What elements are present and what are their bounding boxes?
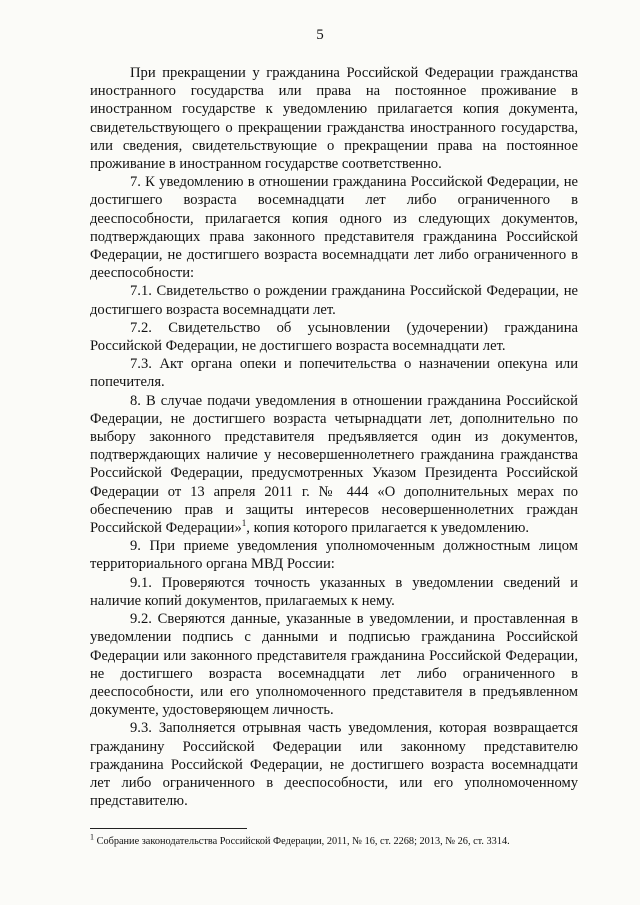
paragraph-7-2: 7.2. Свидетельство об усыновлении (удочерении) гражданина Российской Федерации, не достигшего возраста восемнадцати лет. <box>90 319 578 355</box>
paragraph-8-tail: , копия которого прилагается к уведомлению. <box>246 520 530 537</box>
paragraph-9-3: 9.3. Заполняется отрывная часть уведомления, которая возвращается гражданину Российской Федерации или законному представителю гражданина Российской Федерации, не достигшего возраста восемнадцати лет либо ограниченного в дееспособности, или его уполномоченному представителю. <box>90 720 578 810</box>
footnote-divider <box>90 828 247 829</box>
paragraph-7: 7. К уведомлению в отношении гражданина Российской Федерации, не достигшего возраста восемнадцати лет либо ограниченного в дееспособности, прилагается копия одного из следующих документов, подтверждающих права законного представителя гражданина Российской Федерации, не достигшего возраста восемнадцати лет либо ограниченного в дееспособности: <box>90 174 578 282</box>
paragraph-8-text: 8. В случае подачи уведомления в отношении гражданина Российской Федерации, не достигшего возраста четырнадцати лет, дополнительно по выбору законного представителя предъявляется один из документов, подтверждающих наличие у несовершеннолетнего гражданина гражданства Российской Федерации, предусмотренных Указом Президента Российской Федерации от 13 апреля 2011 г. № 444 «О дополнительных мерах по обеспечению прав и защиты интересов несовершеннолетних граждан Российской Федерации» <box>90 392 578 537</box>
paragraph-foreign-citizenship: При прекращении у гражданина Российской Федерации гражданства иностранного государства или права на постоянное проживание в иностранном государстве к уведомлению прилагается копия документа, свидетельствующего о прекращении гражданства иностранного государства, или сведения, свидетельствующие о прекращении права на постоянное проживание в иностранном государстве соответственно. <box>90 65 578 173</box>
footnote-reference: 1 <box>241 518 247 529</box>
footnote-mark: 1 <box>90 832 94 842</box>
paragraph-8 <box>90 392 578 538</box>
footnote-text: Собрание законодательства Российской Федерации, 2011, № 16, ст. 2268; 2013, № 26, ст. 3314. <box>94 836 510 847</box>
paragraph-9-2: 9.2. Сверяются данные, указанные в уведомлении, и проставленная в уведомлении подпись с данными и подписью гражданина Российской Федерации или законного представителя гражданина Российской Федерации, не достигшего возраста восемнадцати лет либо ограниченного в дееспособности, или его уполномоченного представителя в предъявленном документе, удостоверяющем личность. <box>90 611 578 719</box>
paragraph-7-3: 7.3. Акт органа опеки и попечительства о назначении опекуна или попечителя. <box>90 356 578 391</box>
page-number: 5 <box>316 27 324 43</box>
document-body <box>90 64 578 810</box>
paragraph-9: 9. При приеме уведомления уполномоченным должностным лицом территориального органа МВД России: <box>90 538 578 573</box>
paragraph-7-1: 7.1. Свидетельство о рождении гражданина Российской Федерации, не достигшего возраста восемнадцати лет. <box>90 283 578 318</box>
footnote <box>90 832 578 848</box>
paragraph-9-1: 9.1. Проверяются точность указанных в уведомлении сведений и наличие копий документов, прилагаемых к нему. <box>90 574 578 609</box>
